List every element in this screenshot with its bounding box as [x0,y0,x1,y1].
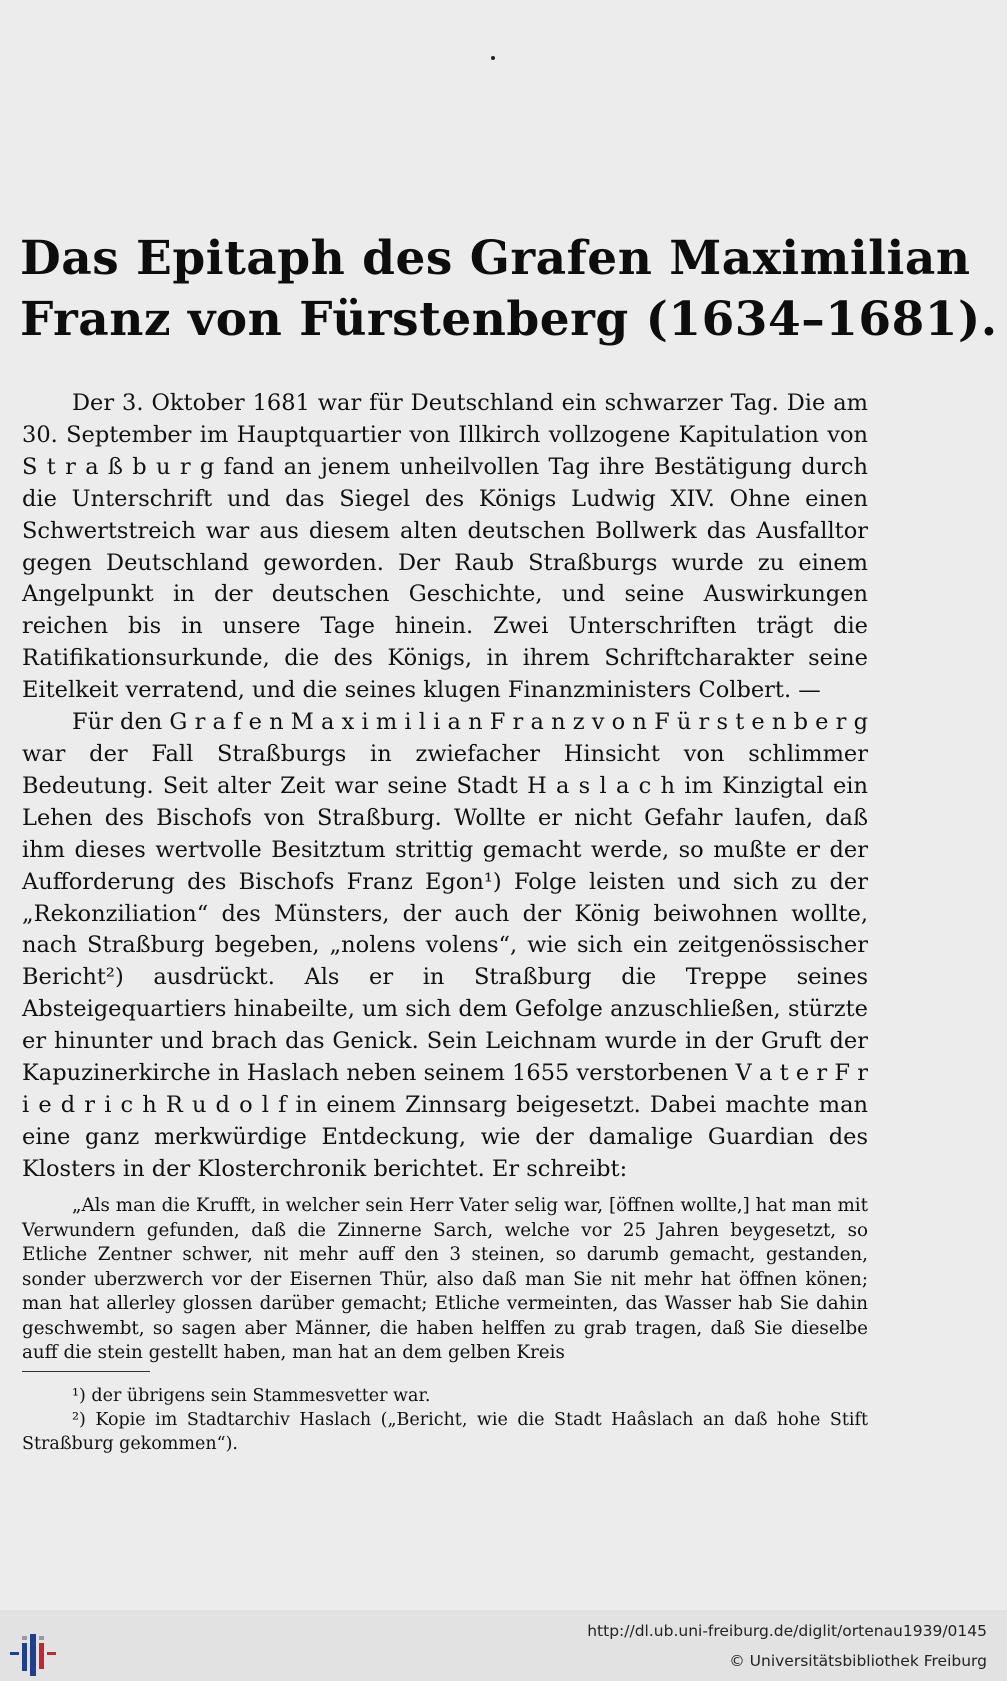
article-body [22,388,868,1186]
page-mark [491,56,495,60]
article-title [20,228,998,350]
permalink-url-link[interactable]: http://dl.ub.uni-freiburg.de/diglit/ortenau1939/0145 [587,1622,987,1640]
article-title-line-1: Das Epitaph des Grafen Maximilian [20,231,971,286]
body-paragraph-2: Für den G r a f e n M a x i m i l i a n F r a n z v o n F ü r s t e n b e r g war der Fall Straßburgs in zwiefacher Hinsicht von schlimmer Bedeutung. Seit alter Zeit war seine Stadt H a s l a c h im Kinzigtal ein Lehen des Bischofs von Straßburg. Wollte er nicht Gefahr laufen, daß ihm dieses wertvolle Besitztum strittig gemacht werde, so mußte er der Aufforderung des Bischofs Franz Egon¹) Folge leisten und sich zu der „Rekonziliation“ des Münsters, der auch der König beiwohnen wollte, nach Straßburg begeben, „nolens volens“, wie sich ein zeitgenössischer Bericht²) ausdrückt. Als er in Straßburg die Treppe seines Absteigequartiers hinabeilte, um sich dem Gefolge anzuschließen, stürzte er hinunter und brach das Genick. Sein Leichnam wurde in der Gruft der Kapuzinerkirche in Haslach neben seinem 1655 verstorbenen V a t e r F r i e d r i c h R u d o l f in einem Zinnsarg beigesetzt. Dabei machte man eine ganz merkwürdige Entdeckung, wie der damalige Guardian des Klosters in der Klosterchronik berichtet. Er schreibt: [22,709,868,1182]
library-logo-icon [10,1626,62,1676]
footnote-1: ¹) der übrigens sein Stammesvetter war. [72,1386,431,1406]
footnote-2: ²) Kopie im Stadtarchiv Haslach („Bericht, wie die Stadt Haâslach an daß hohe Stift Straßburg gekommen“). [22,1410,868,1454]
footnote-divider [22,1371,150,1372]
chronicle-quote: „Als man die Krufft, in welcher sein Herr Vater selig war, [öffnen wollte,] hat man mit Verwundern gefunden, daß die Zinnerne Sarch, welche vor 25 Jahren beygesetzt, so Etliche Zentner schwer, nit mehr auff den 3 steinen, so darumb gemacht, gestanden, sonder uberzwerch vor der Eisernen Thür, also daß man Sie nit mehr hat öffnen könen; man hat allerley glossen darüber gemacht; Etliche vermeinten, das Wasser hab Sie dahin geschwembt, so sagen aber Männer, die haben helffen zu grab tragen, daß Sie dieselbe auff die stein gestellt haben, man hat an dem gelben Kreis [22,1195,868,1363]
copyright-text: © Universitätsbibliothek Freiburg [729,1652,987,1670]
article-title-line-2: Franz von Fürstenberg (1634–1681). [20,292,998,347]
library-footer [0,1610,1007,1681]
footnotes [22,1384,868,1456]
body-paragraph-1: Der 3. Oktober 1681 war für Deutschland ein schwarzer Tag. Die am 30. September im Hauptquartier von Illkirch vollzogene Kapitulation von S t r a ß b u r g fand an jenem unheilvollen Tag ihre Bestätigung durch die Unterschrift und das Siegel des Königs Ludwig XIV. Ohne einen Schwertstreich war aus diesem alten deutschen Bollwerk das Ausfalltor gegen Deutschland geworden. Der Raub Straßburgs wurde zu einem Angelpunkt in der deutschen Geschichte, und seine Auswirkungen reichen bis in unsere Tage hinein. Zwei Unterschriften trägt die Ratifikationsurkunde, die des Königs, in ihrem Schriftcharakter seine Eitelkeit verratend, und die seines klugen Finanzministers Colbert. — [22,390,868,704]
